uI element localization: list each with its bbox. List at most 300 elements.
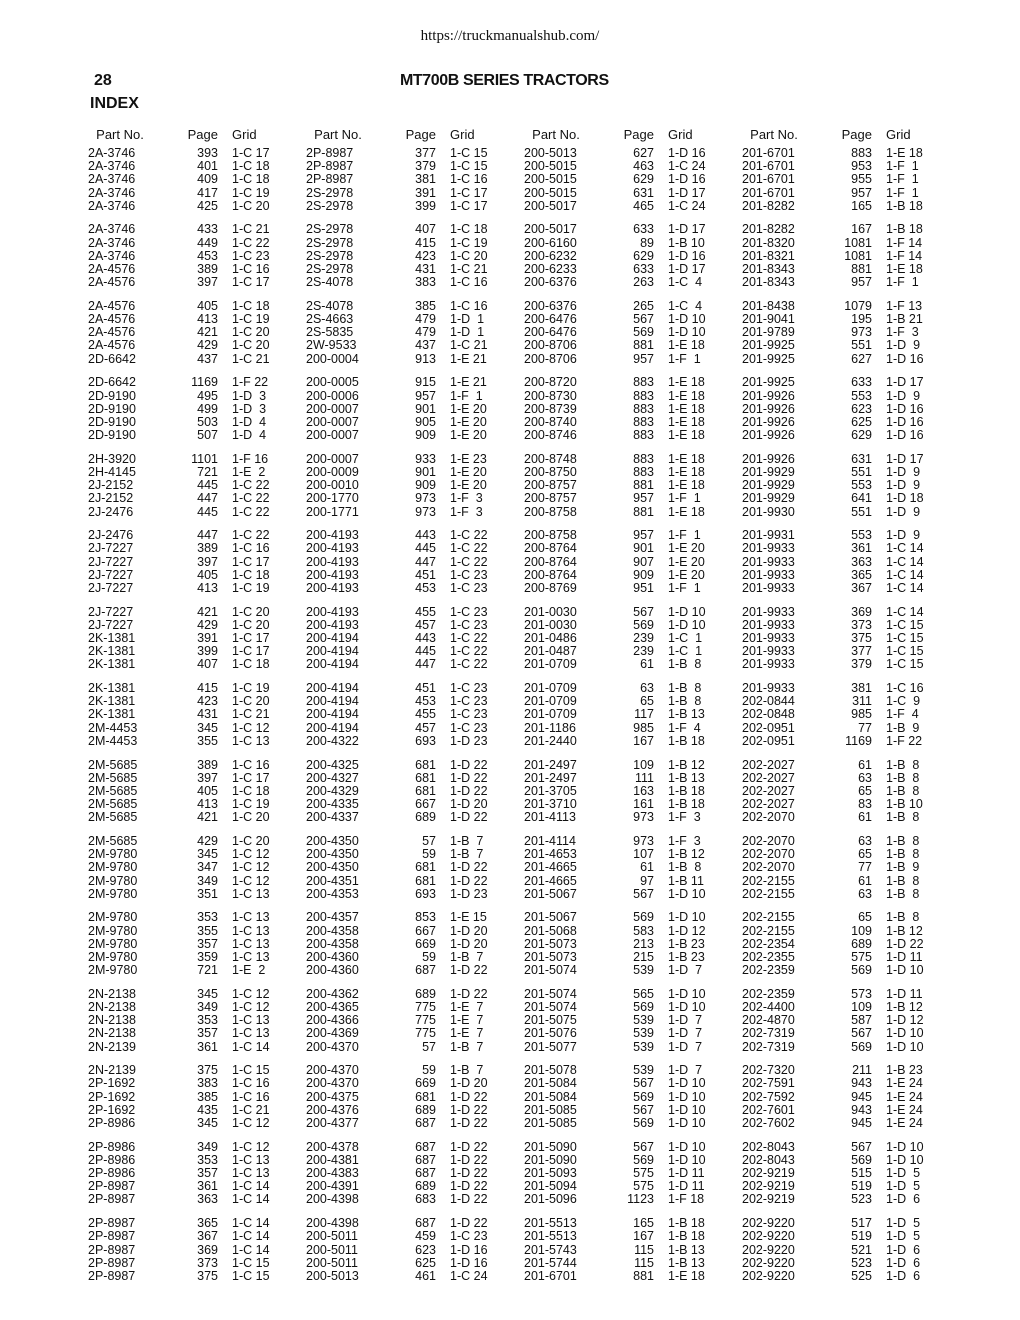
page-ref: 357 [197, 1026, 218, 1041]
page-ref: 567 [633, 1139, 654, 1154]
grid-ref: 1-C 23 [450, 617, 488, 632]
page-ref: 211 [852, 1063, 872, 1078]
table-row [306, 875, 521, 888]
part-number: 202-4400 [742, 1000, 795, 1014]
grid-ref: 1-C 17 [232, 631, 270, 645]
part-number: 201-8343 [742, 262, 795, 276]
page-ref: 681 [415, 783, 436, 798]
part-number: 2J-2152 [88, 491, 134, 506]
page-ref: 383 [197, 1076, 218, 1091]
page-ref: 365 [851, 567, 872, 582]
part-number: 201-0486 [524, 631, 577, 645]
part-number: 2M-5685 [88, 757, 138, 772]
part-number: 202-9220 [742, 1216, 795, 1231]
column-header-row [306, 126, 521, 144]
grid-ref: 1-D 22 [450, 1116, 488, 1130]
grid-ref: 1-D 22 [450, 1216, 488, 1231]
page-ref: 65 [858, 910, 872, 925]
page-ref: 443 [415, 528, 436, 543]
row-group [306, 606, 521, 672]
table-row [306, 173, 521, 186]
page-header: Page [405, 127, 436, 142]
grid-ref: 1-C 20 [232, 604, 270, 619]
table-row [306, 1230, 521, 1243]
part-number: 200-4360 [306, 949, 359, 964]
page-ref: 553 [851, 478, 872, 493]
grid-ref: 1-C 19 [232, 797, 270, 812]
part-number: 2P-1692 [88, 1076, 136, 1091]
part-number: 202-2027 [742, 783, 795, 798]
grid-ref: 1-C 22 [232, 504, 270, 519]
part-number: 200-4194 [306, 644, 359, 659]
part-number: 201-4665 [524, 873, 577, 888]
table-row [742, 453, 957, 466]
part-number: 200-4194 [306, 631, 359, 645]
grid-ref: 1-F 1 [886, 159, 919, 174]
grid-ref: 1-D 6 [886, 1242, 921, 1257]
page-ref: 985 [633, 720, 654, 735]
table-row [524, 1077, 739, 1090]
grid-ref: 1-E 24 [886, 1102, 923, 1117]
table-row [306, 429, 521, 442]
grid-ref: 1-C 20 [232, 338, 270, 353]
page-ref: 433 [197, 222, 218, 237]
page-ref: 953 [851, 159, 872, 174]
part-number: 201-5067 [524, 910, 577, 925]
table-row [88, 453, 303, 466]
part-number: 201-9933 [742, 567, 795, 582]
table-row [524, 492, 739, 505]
grid-ref: 1-F 3 [886, 325, 919, 340]
table-row [524, 1117, 739, 1130]
table-row [88, 1230, 303, 1243]
part-number: 2P-1692 [88, 1102, 136, 1117]
grid-ref: 1-C 22 [450, 644, 488, 659]
page-ref: 445 [197, 504, 218, 519]
page-ref: 945 [851, 1116, 872, 1130]
table-row [306, 582, 521, 595]
page-ref: 357 [197, 936, 218, 951]
row-group [88, 835, 303, 901]
page-ref: 515 [851, 1166, 872, 1181]
table-row [524, 888, 739, 901]
grid-ref: 1-B 21 [886, 312, 923, 327]
table-row [306, 1041, 521, 1054]
page-ref: 625 [415, 1255, 436, 1270]
part-number: 201-5076 [524, 1026, 577, 1041]
page-ref: 689 [415, 986, 436, 1001]
part-number: 201-6701 [742, 172, 795, 187]
page-ref: 345 [197, 720, 218, 735]
row-group [88, 682, 303, 748]
grid-ref: 1-C 12 [232, 860, 270, 875]
page-ref: 569 [851, 963, 872, 978]
page-ref: 345 [197, 986, 218, 1001]
part-number: 200-8706 [524, 338, 577, 353]
part-number: 200-8764 [524, 554, 577, 569]
page-ref: 973 [633, 833, 654, 848]
table-row [524, 1244, 739, 1257]
grid-ref: 1-C 22 [232, 235, 270, 250]
part-number: 2A-4576 [88, 275, 136, 290]
page-ref: 415 [415, 235, 436, 250]
grid-ref: 1-E 18 [886, 262, 923, 276]
part-number: 2M-5685 [88, 797, 138, 812]
grid-ref: 1-C 22 [450, 631, 488, 645]
page-ref: 421 [197, 810, 218, 825]
part-number: 201-4653 [524, 847, 577, 862]
grid-ref: 1-C 13 [232, 733, 270, 748]
page-ref: 575 [851, 949, 872, 964]
grid-ref: 1-C 19 [232, 681, 270, 696]
grid-ref: 1-C 17 [232, 554, 270, 569]
table-row [88, 200, 303, 213]
grid-ref: 1-E 24 [886, 1089, 923, 1104]
part-number: 201-9929 [742, 491, 795, 506]
row-group [88, 988, 303, 1054]
page-ref: 63 [858, 886, 872, 901]
page-ref: 65 [858, 783, 872, 798]
grid-ref: 1-C 15 [450, 146, 488, 160]
page-header: Page [623, 127, 654, 142]
table-row [524, 223, 739, 236]
table-row [88, 542, 303, 555]
row-group [524, 529, 739, 595]
part-number: 202-2027 [742, 797, 795, 812]
table-row [88, 759, 303, 772]
grid-ref: 1-C 14 [886, 554, 924, 569]
grid-ref: 1-C 17 [232, 770, 270, 785]
page-ref: 521 [851, 1242, 872, 1257]
table-row [88, 187, 303, 200]
page-ref: 955 [851, 172, 872, 187]
grid-ref: 1-E 18 [668, 338, 705, 353]
page-ref: 1081 [844, 248, 872, 263]
page-ref: 397 [197, 554, 218, 569]
page-ref: 945 [851, 1089, 872, 1104]
grid-ref: 1-C 15 [886, 617, 924, 632]
page-ref: 367 [197, 1229, 218, 1244]
grid-ref: 1-C 19 [232, 312, 270, 327]
part-number: 2K-1381 [88, 707, 136, 722]
row-group [306, 988, 521, 1054]
grid-ref: 1-B 7 [450, 949, 484, 964]
part-number: 200-4335 [306, 797, 359, 812]
page-ref: 1101 [191, 451, 218, 466]
part-number: 2K-1381 [88, 644, 136, 659]
page-ref: 373 [851, 617, 872, 632]
grid-ref: 1-D 16 [450, 1255, 488, 1270]
row-group [742, 682, 957, 748]
table-row [88, 339, 303, 352]
part-number: 201-2497 [524, 757, 577, 772]
table-row [742, 911, 957, 924]
grid-ref: 1-F 3 [668, 810, 701, 825]
grid-ref: 1-D 22 [450, 1179, 488, 1194]
part-number: 2P-8987 [88, 1268, 136, 1283]
page-ref: 347 [197, 860, 218, 875]
row-group [88, 376, 303, 442]
grid-ref: 1-C 13 [232, 936, 270, 951]
page-ref: 447 [197, 491, 218, 506]
table-row [88, 376, 303, 389]
part-number: 201-0709 [524, 694, 577, 709]
row-group [524, 300, 739, 366]
row-group [306, 376, 521, 442]
page-ref: 689 [415, 1102, 436, 1117]
part-number: 200-6476 [524, 325, 577, 340]
grid-ref: 1-C 20 [232, 810, 270, 825]
page-ref: 425 [197, 198, 218, 213]
part-number: 201-9933 [742, 554, 795, 569]
page-ref: 451 [415, 567, 436, 582]
table-row [306, 542, 521, 555]
grid-ref: 1-C 23 [450, 1229, 488, 1244]
row-group [306, 911, 521, 977]
page-ref: 77 [858, 720, 872, 735]
part-number: 200-5015 [524, 172, 577, 187]
page-ref: 627 [633, 146, 654, 160]
grid-ref: 1-E 7 [450, 1013, 484, 1028]
table-row [742, 187, 957, 200]
grid-ref: 1-C 14 [232, 1039, 270, 1054]
part-number: 201-0709 [524, 707, 577, 722]
part-no-header: Part No. [314, 127, 362, 142]
page-ref: 363 [197, 1192, 218, 1207]
page-ref: 375 [197, 1063, 218, 1078]
page-ref: 883 [633, 428, 654, 443]
part-number: 2J-7227 [88, 541, 134, 556]
part-number: 202-2355 [742, 949, 795, 964]
page-ref: 687 [415, 1139, 436, 1154]
part-number: 2P-8986 [88, 1152, 136, 1167]
part-number: 2A-3746 [88, 159, 136, 174]
part-number: 200-4194 [306, 657, 359, 672]
page-ref: 385 [415, 298, 436, 313]
grid-ref: 1-B 7 [450, 833, 484, 848]
source-url[interactable]: https://truckmanualshub.com/ [420, 28, 600, 44]
table-row [88, 1141, 303, 1154]
part-number: 200-4193 [306, 617, 359, 632]
table-row [742, 1077, 957, 1090]
page-ref: 907 [633, 554, 654, 569]
page-ref: 381 [851, 681, 872, 696]
grid-ref: 1-B 11 [668, 873, 704, 888]
part-number: 201-9925 [742, 351, 795, 366]
table-row [88, 1270, 303, 1283]
row-group [88, 300, 303, 366]
page-ref: 165 [851, 198, 872, 213]
page-ref: 681 [415, 770, 436, 785]
page-ref: 449 [197, 235, 218, 250]
part-number: 2J-2152 [88, 478, 134, 493]
part-number: 200-4322 [306, 733, 359, 748]
grid-ref: 1-C 19 [232, 580, 270, 595]
grid-ref: 1-C 18 [232, 657, 270, 672]
grid-ref: 1-B 8 [886, 770, 920, 785]
table-row [742, 353, 957, 366]
grid-ref: 1-C 14 [232, 1242, 270, 1257]
page-ref: 909 [415, 478, 436, 493]
table-row [306, 200, 521, 213]
page-ref: 667 [415, 923, 436, 938]
grid-ref: 1-D 10 [886, 1039, 924, 1054]
part-number: 200-5017 [524, 222, 577, 237]
table-row [524, 1257, 739, 1270]
table-row [306, 1257, 521, 1270]
page-ref: 587 [851, 1013, 872, 1028]
part-number: 200-4370 [306, 1039, 359, 1054]
table-row [88, 875, 303, 888]
page-ref: 455 [415, 707, 436, 722]
page-ref: 901 [415, 464, 436, 479]
page-ref: 57 [422, 1039, 436, 1054]
part-number: 2A-3746 [88, 172, 136, 187]
page-ref: 693 [415, 886, 436, 901]
part-number: 2S-2978 [306, 262, 354, 276]
part-number: 201-5096 [524, 1192, 577, 1207]
grid-ref: 1-C 21 [232, 222, 270, 237]
page-ref: 397 [197, 275, 218, 290]
page-ref: 627 [851, 351, 872, 366]
part-number: 2S-2978 [306, 248, 354, 263]
page-ref: 359 [197, 949, 218, 964]
grid-ref: 1-D 22 [450, 757, 488, 772]
part-number: 200-4377 [306, 1116, 359, 1130]
part-number: 2M-9780 [88, 936, 138, 951]
grid-ref: 1-C 4 [668, 298, 703, 313]
page-ref: 457 [415, 720, 436, 735]
grid-ref: 1-C 23 [450, 567, 488, 582]
grid-ref: 1-D 10 [668, 1116, 706, 1130]
page-ref: 59 [422, 949, 436, 964]
page-ref: 389 [197, 541, 218, 556]
table-row [524, 569, 739, 582]
table-row [88, 925, 303, 938]
grid-ref: 1-B 18 [668, 1216, 705, 1231]
page-ref: 109 [633, 757, 654, 772]
part-number: 2M-9780 [88, 873, 138, 888]
page-ref: 687 [415, 1166, 436, 1181]
part-number: 200-0006 [306, 388, 359, 403]
part-number: 200-4350 [306, 833, 359, 848]
part-number: 202-0951 [742, 733, 795, 748]
part-number: 200-4350 [306, 860, 359, 875]
part-number: 201-6701 [742, 185, 795, 200]
table-row [88, 353, 303, 366]
table-row [742, 237, 957, 250]
grid-ref: 1-D 10 [668, 604, 706, 619]
page-ref: 83 [858, 797, 872, 812]
part-number: 200-8750 [524, 464, 577, 479]
part-number: 200-6376 [524, 298, 577, 313]
grid-ref: 1-E 20 [450, 414, 487, 429]
grid-ref: 1-B 23 [668, 949, 705, 964]
grid-ref: 1-C 12 [232, 1116, 270, 1130]
page-ref: 539 [633, 1039, 654, 1054]
grid-ref: 1-B 8 [886, 910, 920, 925]
page-ref: 465 [633, 198, 654, 213]
page-ref: 435 [197, 1102, 218, 1117]
part-number: 201-2497 [524, 770, 577, 785]
part-number: 2S-2978 [306, 235, 354, 250]
part-number: 200-8706 [524, 351, 577, 366]
table-row [88, 938, 303, 951]
part-number: 202-2155 [742, 873, 795, 888]
grid-ref: 1-C 16 [232, 1089, 270, 1104]
row-group [742, 606, 957, 672]
table-row [306, 237, 521, 250]
index-column-1 [88, 126, 303, 1294]
table-row [742, 875, 957, 888]
part-number: 201-9933 [742, 681, 795, 696]
table-row [88, 1117, 303, 1130]
table-row [742, 390, 957, 403]
table-row [742, 276, 957, 289]
part-number: 200-8757 [524, 491, 577, 506]
grid-ref: 1-C 16 [232, 541, 270, 556]
page-ref: 415 [197, 681, 218, 696]
grid-ref: 1-C 21 [232, 707, 270, 722]
part-number: 201-3710 [524, 797, 577, 812]
page-ref: 455 [415, 604, 436, 619]
part-number: 200-4194 [306, 681, 359, 696]
table-row [88, 390, 303, 403]
part-number: 202-2155 [742, 910, 795, 925]
part-number: 202-2359 [742, 963, 795, 978]
page-ref: 367 [851, 580, 872, 595]
table-row [524, 506, 739, 519]
grid-ref: 1-C 12 [232, 986, 270, 1001]
row-group [742, 300, 957, 366]
table-row [524, 353, 739, 366]
grid-ref: 1-B 8 [886, 783, 920, 798]
table-row [524, 772, 739, 785]
table-row [742, 1041, 957, 1054]
part-number: 200-0009 [306, 464, 359, 479]
part-number: 201-5084 [524, 1089, 577, 1104]
page-ref: 375 [851, 631, 872, 645]
page-ref: 423 [415, 248, 436, 263]
grid-ref: 1-D 10 [668, 986, 706, 1001]
page-ref: 431 [197, 707, 218, 722]
row-group [742, 376, 957, 442]
part-number: 201-5073 [524, 949, 577, 964]
grid-ref: 1-D 10 [668, 1076, 706, 1091]
page-ref: 165 [633, 1216, 654, 1231]
row-group [524, 911, 739, 977]
page-ref: 65 [858, 847, 872, 862]
part-number: 200-5013 [306, 1268, 359, 1283]
table-row [742, 1141, 957, 1154]
table-row [742, 1193, 957, 1206]
table-row [524, 722, 739, 735]
part-number: 200-4360 [306, 963, 359, 978]
part-no-header: Part No. [96, 127, 144, 142]
part-number: 200-4366 [306, 1013, 359, 1028]
page-ref: 397 [197, 770, 218, 785]
row-group [524, 988, 739, 1054]
page-ref: 437 [197, 351, 218, 366]
table-row [88, 811, 303, 824]
row-group [306, 300, 521, 366]
part-number: 202-0844 [742, 694, 795, 709]
table-row [524, 542, 739, 555]
part-number: 202-2027 [742, 757, 795, 772]
part-number: 200-8758 [524, 504, 577, 519]
grid-ref: 1-D 17 [668, 262, 706, 276]
part-number: 201-4665 [524, 860, 577, 875]
